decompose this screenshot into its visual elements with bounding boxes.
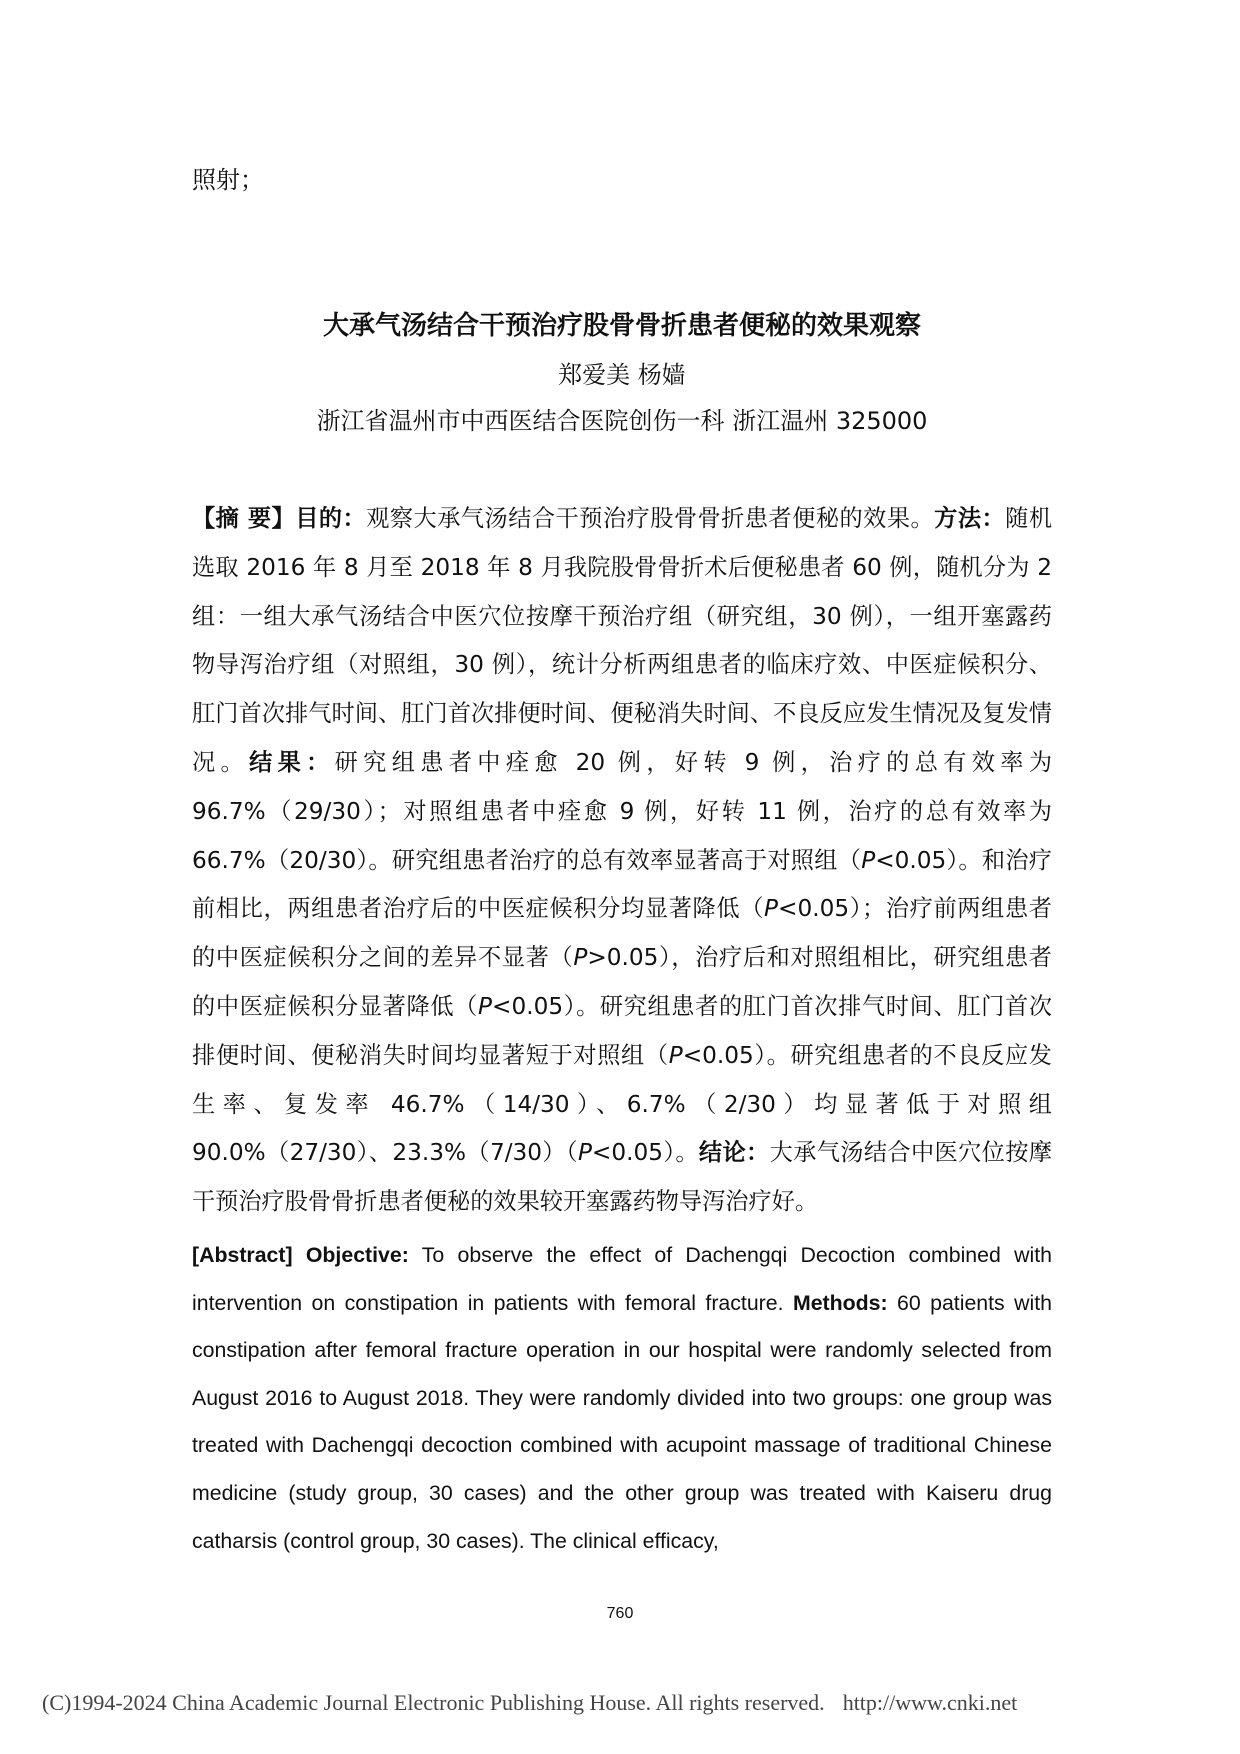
p-value-symbol: P [764,895,779,923]
page-number: 760 [606,1605,634,1622]
conclusion-label-cn: 结论： [698,1139,770,1167]
results-text-cn-5: <0.05）。研究组患者的肛门首次排气时间、肛门首次排便时间、便秘消失时间均显著短于对照组（ [192,992,1053,1069]
p-value-symbol: P [577,1139,592,1167]
previous-article-tail: 照射； [192,166,264,194]
abstract-en-label: [Abstract] [192,1243,293,1267]
results-text-cn-1: 研究组患者中痊愈 20 例，好转 9 例，治疗的总有效率为 96.7%（29/30）；对照组患者中痊愈 9 例，好转 11 例，治疗的总有效率为 66.7%（20/30）。研究组患者治疗的总有效率显著高于对照组（ [192,748,1053,874]
results-text-cn-4: >0.05），治疗后和对照组相比，研究组患者的中医症候积分显著降低（ [192,944,1052,1020]
p-value-symbol: P [668,1041,683,1069]
article-authors: 郑爱美 杨嫱 [558,361,686,389]
results-label-cn: 结果： [249,748,335,776]
abstract-cn-label: 【摘 要】 [192,505,296,532]
p-value-symbol: P [478,992,493,1020]
p-value-symbol: P [573,944,588,972]
results-text-cn-6: <0.05）。研究组患者的不良反应发生率、复发率 46.7%（14/30）、6.7%（2/30）均显著低于对照组 90.0%（27/30）、23.3%（7/30）（ [192,1041,1052,1167]
conclusion-text-cn: 大承气汤结合中医穴位按摩干预治疗股骨骨折患者便秘的效果较开塞露药物导泻治疗好。 [192,1139,1053,1216]
results-text-cn-3: <0.05）；治疗前两组患者的中医症候积分之间的差异不显著（ [192,895,1053,972]
copyright-text: (C)1994-2024 China Academic Journal Electronic Publishing House. All rights reserved. [42,1690,825,1715]
footer-url: http://www.cnki.net [842,1690,1018,1715]
article-header [192,305,1052,441]
results-text-cn-2: <0.05）。和治疗前相比，两组患者治疗后的中医症候积分均显著降低（ [192,846,1052,923]
copyright-footer [42,1690,1017,1716]
article-title: 大承气汤结合干预治疗股骨骨折患者便秘的效果观察 [322,311,921,341]
methods-text-en: 60 patients with constipation after femoral fracture operation in our hospital were randomly selected from August 2016 to August 2018. They were randomly divided into two groups: one group was treated with Dachengqi decoction combined with acupoint massage of traditional Chinese medicine (study group, 30 cases) and the other group was treated with Kaiseru drug catharsis (control group, 30 cases). The clinical efficacy, [192,1290,1052,1553]
objective-label-en: Objective: [305,1243,409,1267]
methods-text-cn: 随机选取 2016 年 8 月至 2018 年 8 月我院股骨骨折术后便秘患者 60 例，随机分为 2 组：一组大承气汤结合中医穴位按摩干预治疗组（研究组，30 例），一组开塞露药物导泻治疗组（对照组，30 例），统计分析两组患者的临床疗效、中医症候积分、肛门首次排气时间、肛门首次排便时间、便秘消失时间、不良反应发生情况及复发情况。 [192,505,1053,776]
abstract-chinese [192,495,1052,1227]
objective-label-cn: 目的： [295,505,367,532]
results-text-cn-7: <0.05）。 [591,1139,699,1167]
objective-text-cn: 观察大承气汤结合干预治疗股骨骨折患者便秘的效果。 [366,505,935,532]
p-value-symbol: P [861,846,876,874]
article-affiliation: 浙江省温州市中西医结合医院创伤一科 浙江温州 325000 [316,407,928,435]
abstract-english [192,1232,1052,1565]
objective-text-en: To observe the effect of Dachengqi Decoction combined with intervention on constipation in patients with femoral fracture. [192,1243,1052,1315]
methods-label-cn: 方法： [934,505,1006,532]
methods-label-en: Methods: [792,1290,888,1315]
